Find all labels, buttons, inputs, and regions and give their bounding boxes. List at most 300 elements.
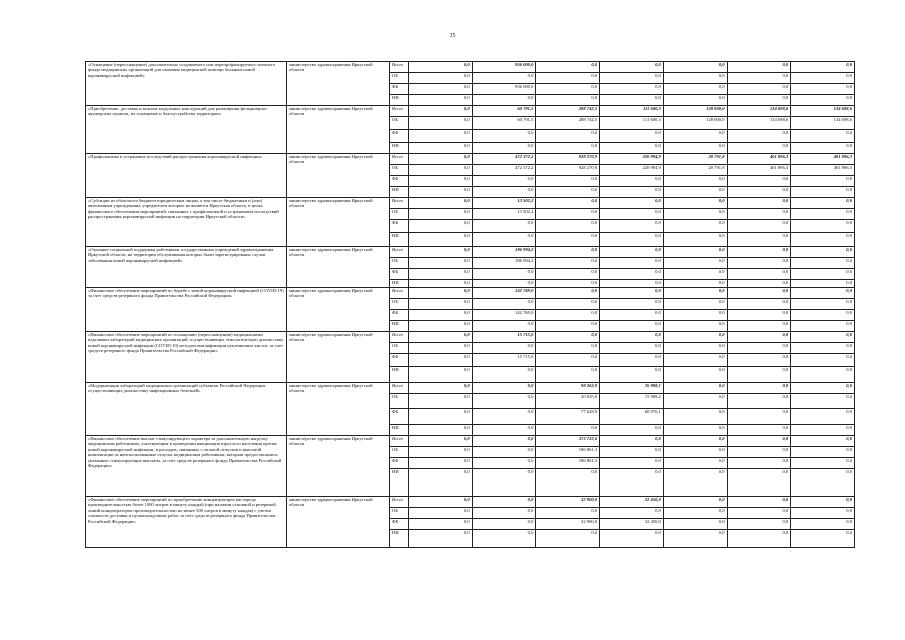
amount-cell: 0,0	[536, 220, 600, 233]
funding-source: Всего	[390, 497, 409, 508]
amount-cell: 956 000,0	[472, 62, 536, 73]
amount-cell: 0,0	[600, 84, 664, 95]
amount-cell: 0,0	[727, 247, 791, 258]
amount-cell: 0,0	[409, 209, 473, 220]
table-row	[86, 247, 855, 258]
amount-cell: 0,0	[536, 84, 600, 95]
amount-cell: 0,0	[536, 269, 600, 280]
amount-cell: 0,0	[727, 73, 791, 84]
amount-cell: 928 270,9	[536, 154, 600, 165]
amount-cell: 0,0	[663, 233, 727, 247]
amount-cell: 0,0	[791, 198, 855, 209]
amount-cell: 288 742,5	[536, 106, 600, 117]
amount-cell: 0,0	[472, 233, 536, 247]
amount-cell: 0,0	[727, 299, 791, 310]
amount-cell: 0,0	[536, 258, 600, 269]
amount-cell: 0,0	[472, 519, 536, 530]
amount-cell: 0,0	[600, 469, 664, 497]
amount-cell: 20 791,8	[663, 165, 727, 176]
amount-cell: 0,0	[663, 84, 727, 95]
amount-cell: 0,0	[472, 220, 536, 233]
amount-cell: 0,0	[472, 508, 536, 519]
amount-cell: 0,0	[409, 154, 473, 165]
amount-cell: 142 769,0	[472, 310, 536, 321]
amount-cell: 0,0	[409, 258, 473, 269]
amount-cell: 186 861,3	[536, 447, 600, 458]
amount-cell: 0,0	[409, 354, 473, 367]
funding-source: НИ	[390, 187, 409, 198]
amount-cell: 0,0	[409, 247, 473, 258]
measure-name: «Финансовое обеспечение выплат стимулирующего характера за дополнительную нагрузку медицинским работникам, участвующим в проведении вакцинации взрослого населения против новой коронавирусной инфекции, и расходов, связанных с оплатой отпусков и выплатой компенсации за неиспользованные отпуска медицинским работникам, которым предоставлялись указанные стимулирующие выплаты, за счет средств резервного фонда Правительства Российской Федерации»	[86, 436, 287, 497]
funding-source: ФБ	[390, 130, 409, 143]
amount-cell: 0,0	[791, 409, 855, 425]
amount-cell: 0,0	[600, 280, 664, 288]
amount-cell: 0,0	[600, 354, 664, 367]
amount-cell: 0,0	[663, 321, 727, 332]
amount-cell: 0,0	[472, 187, 536, 198]
amount-cell: 0,0	[727, 354, 791, 367]
amount-cell: 0,0	[663, 95, 727, 106]
amount-cell: 128 000,0	[663, 106, 727, 117]
amount-cell: 0,0	[727, 367, 791, 383]
amount-cell: 0,0	[409, 409, 473, 425]
funding-source: ФБ	[390, 519, 409, 530]
amount-cell: 0,0	[727, 280, 791, 288]
amount-cell: 0,0	[791, 394, 855, 409]
amount-cell: 0,0	[600, 436, 664, 447]
amount-cell: 401 896,3	[727, 154, 791, 165]
measure-name: «Финансовое обеспечение мероприятий по оснащению (переоснащению) медицинскими изделиями лабораторий медицинских организаций, осуществляющих этиологическую диагностику новой коронавирусной инфекции (COVID-19) методом амплификации нуклеиновых кислот, за счет средств резервного фонда Правительства Российской Федерации»	[86, 332, 287, 383]
table-row	[86, 106, 855, 117]
amount-cell: 0,0	[472, 321, 536, 332]
budget-table-body	[86, 62, 855, 548]
funding-source: НИ	[390, 367, 409, 383]
amount-cell: 0,0	[727, 198, 791, 209]
amount-cell: 128 000,0	[663, 117, 727, 130]
table-row	[86, 62, 855, 73]
amount-cell: 134 698,6	[727, 117, 791, 130]
amount-cell: 0,0	[536, 209, 600, 220]
amount-cell: 0,0	[600, 310, 664, 321]
executor-name: министерство здравоохранения Иркутской области	[287, 247, 390, 288]
amount-cell: 0,0	[472, 73, 536, 84]
amount-cell: 0,0	[409, 321, 473, 332]
funding-source: ОБ	[390, 343, 409, 354]
amount-cell: 0,0	[600, 332, 664, 343]
amount-cell: 0,0	[472, 130, 536, 143]
amount-cell: 0,0	[600, 220, 664, 233]
amount-cell: 0,0	[472, 447, 536, 458]
amount-cell: 0,0	[409, 530, 473, 548]
amount-cell: 220 994,9	[600, 165, 664, 176]
amount-cell: 0,0	[791, 354, 855, 367]
amount-cell: 134 698,6	[791, 117, 855, 130]
amount-cell: 0,0	[663, 269, 727, 280]
measure-name: «Финансовое обеспечение мероприятий по борьбе с новой коронавирусной инфекцией (COVID-19) за счет средств резервного фонда Правительства Российской Федерации»	[86, 288, 287, 332]
amount-cell: 0,0	[727, 321, 791, 332]
amount-cell: 0,0	[791, 519, 855, 530]
amount-cell: 0,0	[536, 198, 600, 209]
amount-cell: 0,0	[727, 176, 791, 187]
funding-source: ОБ	[390, 394, 409, 409]
amount-cell: 0,0	[409, 299, 473, 310]
amount-cell: 0,0	[600, 130, 664, 143]
funding-source: ФБ	[390, 269, 409, 280]
amount-cell: 0,0	[536, 299, 600, 310]
amount-cell: 0,0	[536, 233, 600, 247]
amount-cell: 401 896,3	[791, 154, 855, 165]
amount-cell: 0,0	[727, 508, 791, 519]
amount-cell: 0,0	[472, 425, 536, 436]
amount-cell: 0,0	[409, 220, 473, 233]
amount-cell: 0,0	[791, 447, 855, 458]
amount-cell: 0,0	[727, 84, 791, 95]
funding-source: ОБ	[390, 258, 409, 269]
amount-cell: 0,0	[536, 425, 600, 436]
amount-cell: 0,0	[472, 299, 536, 310]
amount-cell: 0,0	[663, 508, 727, 519]
amount-cell: 0,0	[472, 469, 536, 497]
amount-cell: 0,0	[600, 73, 664, 84]
amount-cell: 60 070,1	[600, 409, 664, 425]
amount-cell: 0,0	[536, 343, 600, 354]
amount-cell: 0,0	[791, 321, 855, 332]
amount-cell: 288 742,5	[536, 117, 600, 130]
amount-cell: 0,0	[727, 383, 791, 394]
table-row	[86, 383, 855, 394]
amount-cell: 0,0	[472, 343, 536, 354]
amount-cell: 0,0	[409, 84, 473, 95]
amount-cell: 0,0	[409, 280, 473, 288]
amount-cell: 0,0	[727, 233, 791, 247]
amount-cell: 0,0	[536, 332, 600, 343]
amount-cell: 0,0	[600, 95, 664, 106]
amount-cell: 0,0	[536, 130, 600, 143]
funding-source: НИ	[390, 233, 409, 247]
funding-source: ОБ	[390, 73, 409, 84]
amount-cell: 98 263,9	[536, 383, 600, 394]
executor-name: министерство здравоохранения Иркутской области	[287, 106, 390, 154]
executor-name: министерство здравоохранения Иркутской области	[287, 198, 390, 247]
amount-cell: 0,0	[791, 176, 855, 187]
amount-cell: 0,0	[727, 332, 791, 343]
amount-cell: 0,0	[727, 409, 791, 425]
funding-source: НИ	[390, 95, 409, 106]
amount-cell: 0,0	[600, 187, 664, 198]
amount-cell: 0,0	[409, 165, 473, 176]
amount-cell: 0,0	[663, 343, 727, 354]
amount-cell: 928 270,9	[536, 165, 600, 176]
funding-source: НИ	[390, 469, 409, 497]
amount-cell: 0,0	[600, 143, 664, 154]
amount-cell: 0,0	[663, 497, 727, 508]
amount-cell: 0,0	[409, 198, 473, 209]
funding-source: НИ	[390, 280, 409, 288]
amount-cell: 0,0	[409, 497, 473, 508]
measure-name: «Приобретение, доставка и монтаж модульных конструкций для размещения фельдшерско-акушерских пунктов, их оснащение и благоустройство территории»	[86, 106, 287, 154]
executor-name: министерство здравоохранения Иркутской области	[287, 332, 390, 383]
amount-cell: 0,0	[791, 469, 855, 497]
funding-source: ФБ	[390, 84, 409, 95]
amount-cell: 0,0	[663, 209, 727, 220]
amount-cell: 0,0	[536, 321, 600, 332]
amount-cell: 0,0	[727, 95, 791, 106]
amount-cell: 0,0	[409, 508, 473, 519]
amount-cell: 0,0	[791, 95, 855, 106]
amount-cell: 134 698,6	[791, 106, 855, 117]
amount-cell: 0,0	[791, 187, 855, 198]
amount-cell: 0,0	[409, 269, 473, 280]
amount-cell: 0,0	[600, 425, 664, 436]
amount-cell: 0,0	[409, 332, 473, 343]
amount-cell: 0,0	[472, 436, 536, 447]
amount-cell: 0,0	[600, 233, 664, 247]
amount-cell: 220 994,9	[600, 154, 664, 165]
amount-cell: 0,0	[663, 409, 727, 425]
amount-cell: 0,0	[727, 530, 791, 548]
amount-cell: 0,0	[409, 310, 473, 321]
funding-source: ФБ	[390, 310, 409, 321]
amount-cell: 0,0	[663, 62, 727, 73]
amount-cell: 0,0	[536, 530, 600, 548]
executor-name: министерство здравоохранения Иркутской области	[287, 288, 390, 332]
funding-source: ОБ	[390, 209, 409, 220]
amount-cell: 0,0	[791, 288, 855, 299]
amount-cell: 0,0	[472, 143, 536, 154]
amount-cell: 0,0	[600, 176, 664, 187]
executor-name: министерство здравоохранения Иркутской области	[287, 62, 390, 106]
amount-cell: 0,0	[663, 367, 727, 383]
amount-cell: 0,0	[600, 530, 664, 548]
amount-cell: 0,0	[409, 343, 473, 354]
amount-cell: 0,0	[472, 409, 536, 425]
amount-cell: 0,0	[663, 436, 727, 447]
amount-cell: 0,0	[472, 497, 536, 508]
amount-cell: 0,0	[727, 469, 791, 497]
amount-cell: 0,0	[727, 343, 791, 354]
amount-cell: 0,0	[409, 458, 473, 469]
funding-source: ОБ	[390, 299, 409, 310]
amount-cell: 0,0	[727, 519, 791, 530]
amount-cell: 0,0	[791, 299, 855, 310]
table-row	[86, 198, 855, 209]
amount-cell: 0,0	[663, 247, 727, 258]
amount-cell: 0,0	[409, 187, 473, 198]
amount-cell: 0,0	[791, 458, 855, 469]
amount-cell: 13 502,2	[472, 209, 536, 220]
funding-source: ФБ	[390, 409, 409, 425]
funding-source: ФБ	[390, 354, 409, 367]
amount-cell: 0,0	[727, 458, 791, 469]
amount-cell: 0,0	[600, 62, 664, 73]
amount-cell: 0,0	[409, 425, 473, 436]
amount-cell: 0,0	[791, 233, 855, 247]
measure-name: «Модернизация лабораторий медицинских организаций субъектов Российской Федерации, осуществляющих диагностику инфекционных болезней»	[86, 383, 287, 436]
amount-cell: 0,0	[409, 73, 473, 84]
amount-cell: 0,0	[600, 209, 664, 220]
amount-cell: 0,0	[727, 130, 791, 143]
amount-cell: 472 372,2	[472, 165, 536, 176]
amount-cell: 0,0	[472, 176, 536, 187]
amount-cell: 0,0	[663, 458, 727, 469]
amount-cell: 0,0	[600, 367, 664, 383]
measure-name: «Профилактика и устранение последствий распространения коронавирусной инфекции»	[86, 154, 287, 198]
funding-source: НИ	[390, 143, 409, 154]
amount-cell: 0,0	[409, 106, 473, 117]
amount-cell: 60 791,5	[472, 106, 536, 117]
amount-cell: 0,0	[663, 394, 727, 409]
amount-cell: 0,0	[663, 143, 727, 154]
amount-cell: 0,0	[536, 288, 600, 299]
amount-cell: 0,0	[472, 458, 536, 469]
funding-source: ФБ	[390, 458, 409, 469]
amount-cell: 0,0	[791, 310, 855, 321]
amount-cell: 77 628,9	[536, 409, 600, 425]
amount-cell: 0,0	[791, 332, 855, 343]
amount-cell: 142 769,0	[472, 288, 536, 299]
amount-cell: 0,0	[727, 269, 791, 280]
amount-cell: 0,0	[663, 469, 727, 497]
amount-cell: 0,0	[409, 62, 473, 73]
funding-source: ОБ	[390, 508, 409, 519]
table-row	[86, 288, 855, 299]
amount-cell: 0,0	[409, 469, 473, 497]
amount-cell: 0,0	[536, 73, 600, 84]
amount-cell: 0,0	[600, 247, 664, 258]
amount-cell: 0,0	[472, 383, 536, 394]
amount-cell: 0,0	[727, 258, 791, 269]
executor-name: министерство здравоохранения Иркутской области	[287, 497, 390, 548]
amount-cell: 0,0	[791, 508, 855, 519]
amount-cell: 0,0	[791, 130, 855, 143]
amount-cell: 0,0	[663, 519, 727, 530]
amount-cell: 0,0	[727, 62, 791, 73]
amount-cell: 0,0	[409, 143, 473, 154]
amount-cell: 0,0	[600, 288, 664, 299]
amount-cell: 134 698,6	[727, 106, 791, 117]
amount-cell: 0,0	[663, 130, 727, 143]
amount-cell: 0,0	[727, 436, 791, 447]
amount-cell: 0,0	[791, 220, 855, 233]
amount-cell: 0,0	[472, 269, 536, 280]
amount-cell: 0,0	[727, 425, 791, 436]
amount-cell: 0,0	[791, 425, 855, 436]
amount-cell: 111 600,3	[600, 117, 664, 130]
amount-cell: 0,0	[663, 288, 727, 299]
amount-cell: 0,0	[600, 269, 664, 280]
amount-cell: 32 450,0	[600, 519, 664, 530]
amount-cell: 32 450,0	[600, 497, 664, 508]
amount-cell: 0,0	[472, 394, 536, 409]
funding-source: Всего	[390, 288, 409, 299]
amount-cell: 0,0	[536, 143, 600, 154]
amount-cell: 0,0	[536, 310, 600, 321]
amount-cell: 0,0	[409, 447, 473, 458]
amount-cell: 0,0	[791, 530, 855, 548]
table-row	[86, 154, 855, 165]
amount-cell: 0,0	[791, 436, 855, 447]
funding-source: Всего	[390, 198, 409, 209]
funding-source: ОБ	[390, 117, 409, 130]
amount-cell: 0,0	[663, 447, 727, 458]
amount-cell: 0,0	[600, 343, 664, 354]
amount-cell: 0,0	[409, 394, 473, 409]
amount-cell: 0,0	[663, 176, 727, 187]
amount-cell: 0,0	[663, 310, 727, 321]
amount-cell: 0,0	[600, 508, 664, 519]
funding-source: Всего	[390, 383, 409, 394]
amount-cell: 0,0	[791, 367, 855, 383]
amount-cell: 0,0	[663, 280, 727, 288]
amount-cell: 0,0	[409, 519, 473, 530]
funding-source: Всего	[390, 247, 409, 258]
amount-cell: 0,0	[663, 299, 727, 310]
amount-cell: 13 502,2	[472, 198, 536, 209]
amount-cell: 0,0	[791, 62, 855, 73]
amount-cell: 60 791,5	[472, 117, 536, 130]
amount-cell: 0,0	[663, 220, 727, 233]
amount-cell: 0,0	[600, 321, 664, 332]
funding-source: Всего	[390, 436, 409, 447]
amount-cell: 0,0	[536, 354, 600, 367]
amount-cell: 0,0	[536, 187, 600, 198]
amount-cell: 0,0	[663, 258, 727, 269]
funding-source: Всего	[390, 332, 409, 343]
amount-cell: 0,0	[600, 258, 664, 269]
amount-cell: 32 900,0	[536, 497, 600, 508]
amount-cell: 0,0	[727, 143, 791, 154]
table-row	[86, 497, 855, 508]
amount-cell: 0,0	[663, 530, 727, 548]
amount-cell: 0,0	[727, 220, 791, 233]
amount-cell: 0,0	[536, 367, 600, 383]
amount-cell: 15 715,0	[472, 332, 536, 343]
amount-cell: 0,0	[409, 233, 473, 247]
amount-cell: 0,0	[727, 187, 791, 198]
funding-source: НИ	[390, 530, 409, 548]
amount-cell: 111 600,3	[600, 106, 664, 117]
amount-cell: 0,0	[791, 269, 855, 280]
amount-cell: 186 861,3	[536, 458, 600, 469]
amount-cell: 472 372,2	[472, 154, 536, 165]
amount-cell: 0,0	[536, 469, 600, 497]
amount-cell: 373 722,6	[536, 436, 600, 447]
funding-source: Всего	[390, 154, 409, 165]
amount-cell: 0,0	[791, 497, 855, 508]
amount-cell: 0,0	[791, 258, 855, 269]
measure-name: «Оказание социальной поддержки работникам государственных учреждений здравоохранения Иркутской области, на территории обслуживания которых были зарегистрированы случаи заболевания новой коронавирусной инфекцией»	[86, 247, 287, 288]
amount-cell: 0,0	[600, 458, 664, 469]
funding-source: ОБ	[390, 165, 409, 176]
table-row	[86, 436, 855, 447]
amount-cell: 0,0	[536, 62, 600, 73]
amount-cell: 0,0	[727, 394, 791, 409]
amount-cell: 0,0	[791, 84, 855, 95]
amount-cell: 0,0	[791, 143, 855, 154]
amount-cell: 0,0	[663, 332, 727, 343]
amount-cell: 0,0	[409, 288, 473, 299]
amount-cell: 0,0	[472, 367, 536, 383]
amount-cell: 0,0	[409, 95, 473, 106]
amount-cell: 0,0	[536, 508, 600, 519]
table-row	[86, 332, 855, 343]
amount-cell: 0,0	[536, 247, 600, 258]
amount-cell: 32 900,0	[536, 519, 600, 530]
funding-source: НИ	[390, 425, 409, 436]
amount-cell: 0,0	[727, 497, 791, 508]
funding-source: ОБ	[390, 447, 409, 458]
amount-cell: 0,0	[536, 95, 600, 106]
